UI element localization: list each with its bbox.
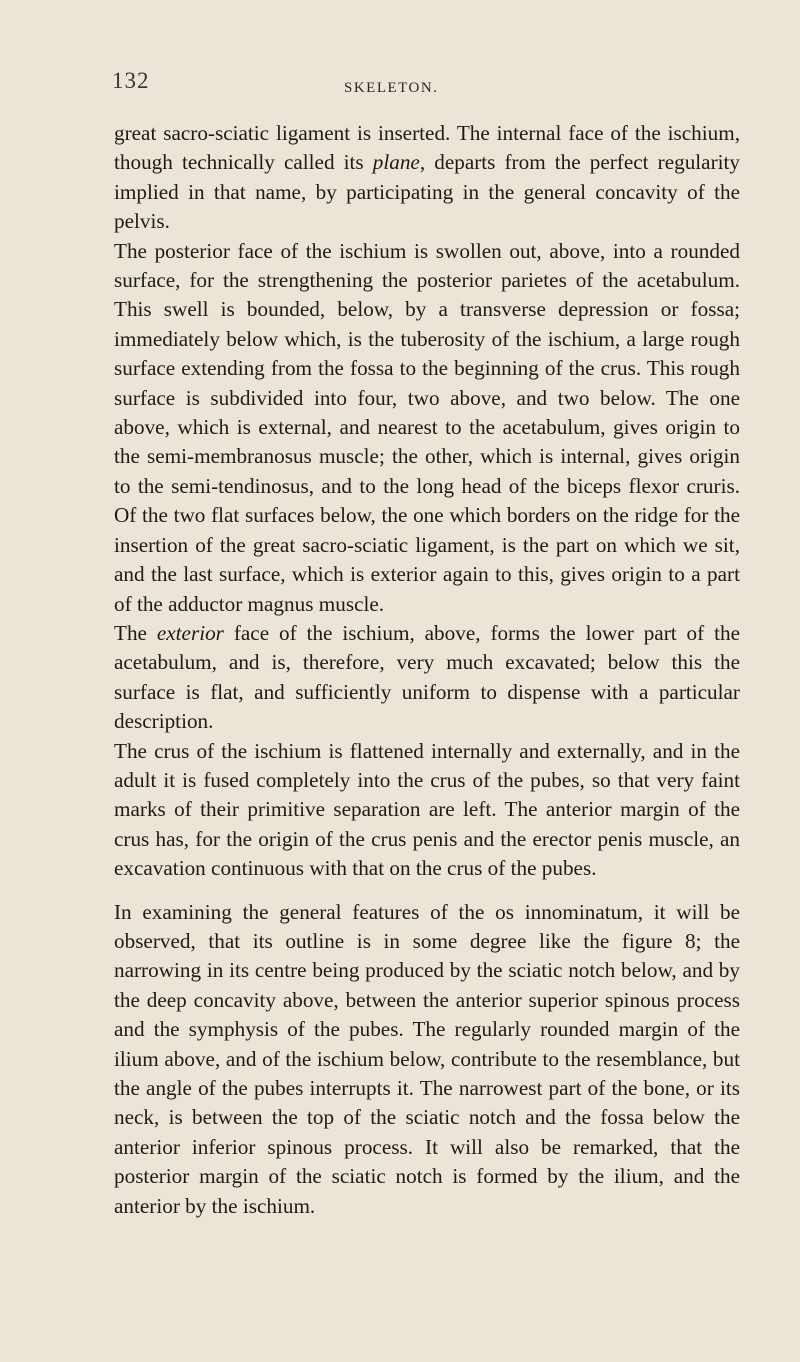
paragraph-3: The exterior face of the ischium, above, forms the lower part of the acetabulum, and is, therefore, very much excavated; below this the surface is flat, and sufficiently uniform to dispense with a particular description. [114, 620, 740, 734]
paragraph-1: great sacro-sciatic ligament is inserted. The internal face of the ischium, though technically called its plane, departs from the perfect regularity implied in that name, by participating in the general concavity of the pelvis. [114, 121, 740, 234]
paragraph-2: The posterior face of the ischium is swollen out, above, into a rounded surface, for the strengthening the posterior parietes of the acetabulum. This swell is bounded, below, by a transverse depression or fossa; immediately below which, is the tuberosity of the ischium, a large rough surface extending from the fossa to the beginning of the crus. This rough surface is subdivided into four, two above, and two below. The one above, which is external, and nearest to the acetabulum, gives origin to the semi-membranosus muscle; the other, which is internal, gives origin to the semi-tendinosus, and to the long head of the biceps flexor cruris. Of the two flat surfaces below, the one which borders on the ridge for the insertion of the great sacro-sciatic ligament, is the part on which we sit, and the last surface, which is exterior again to this, gives origin to a part of the adductor magnus muscle. [114, 238, 740, 616]
paragraph-4: The crus of the ischium is flattened internally and externally, and in the adult it is fused completely into the crus of the pubes, so that very faint marks of their primitive separation are left. The anterior margin of the crus has, for the origin of the crus penis and the erector penis muscle, an excavation continuous with that on the crus of the pubes. [114, 738, 740, 881]
page-number: 132 [112, 68, 150, 93]
emphasis-plane: plane [372, 150, 420, 175]
body-text [114, 119, 740, 1221]
running-head: SKELETON. [344, 80, 439, 96]
paragraph-5: In examining the general features of the os innominatum, it will be observed, that its outline is in some degree like the figure 8; the narrowing in its centre being produced by the sciatic notch below, and by the deep concavity above, between the anterior superior spinous process and the symphysis of the pubes. The regularly rounded margin of the ilium above, and of the ischium below, contribute to the resemblance, but the angle of the pubes interrupts it. The narrowest part of the bone, or its neck, is between the top of the sciatic notch and the fossa below the anterior inferior spinous process. It will also be remarked, that the posterior margin of the sciatic notch is formed by the ilium, and the anterior by the ischium. [114, 899, 740, 1218]
emphasis-exterior: exterior [156, 620, 224, 645]
